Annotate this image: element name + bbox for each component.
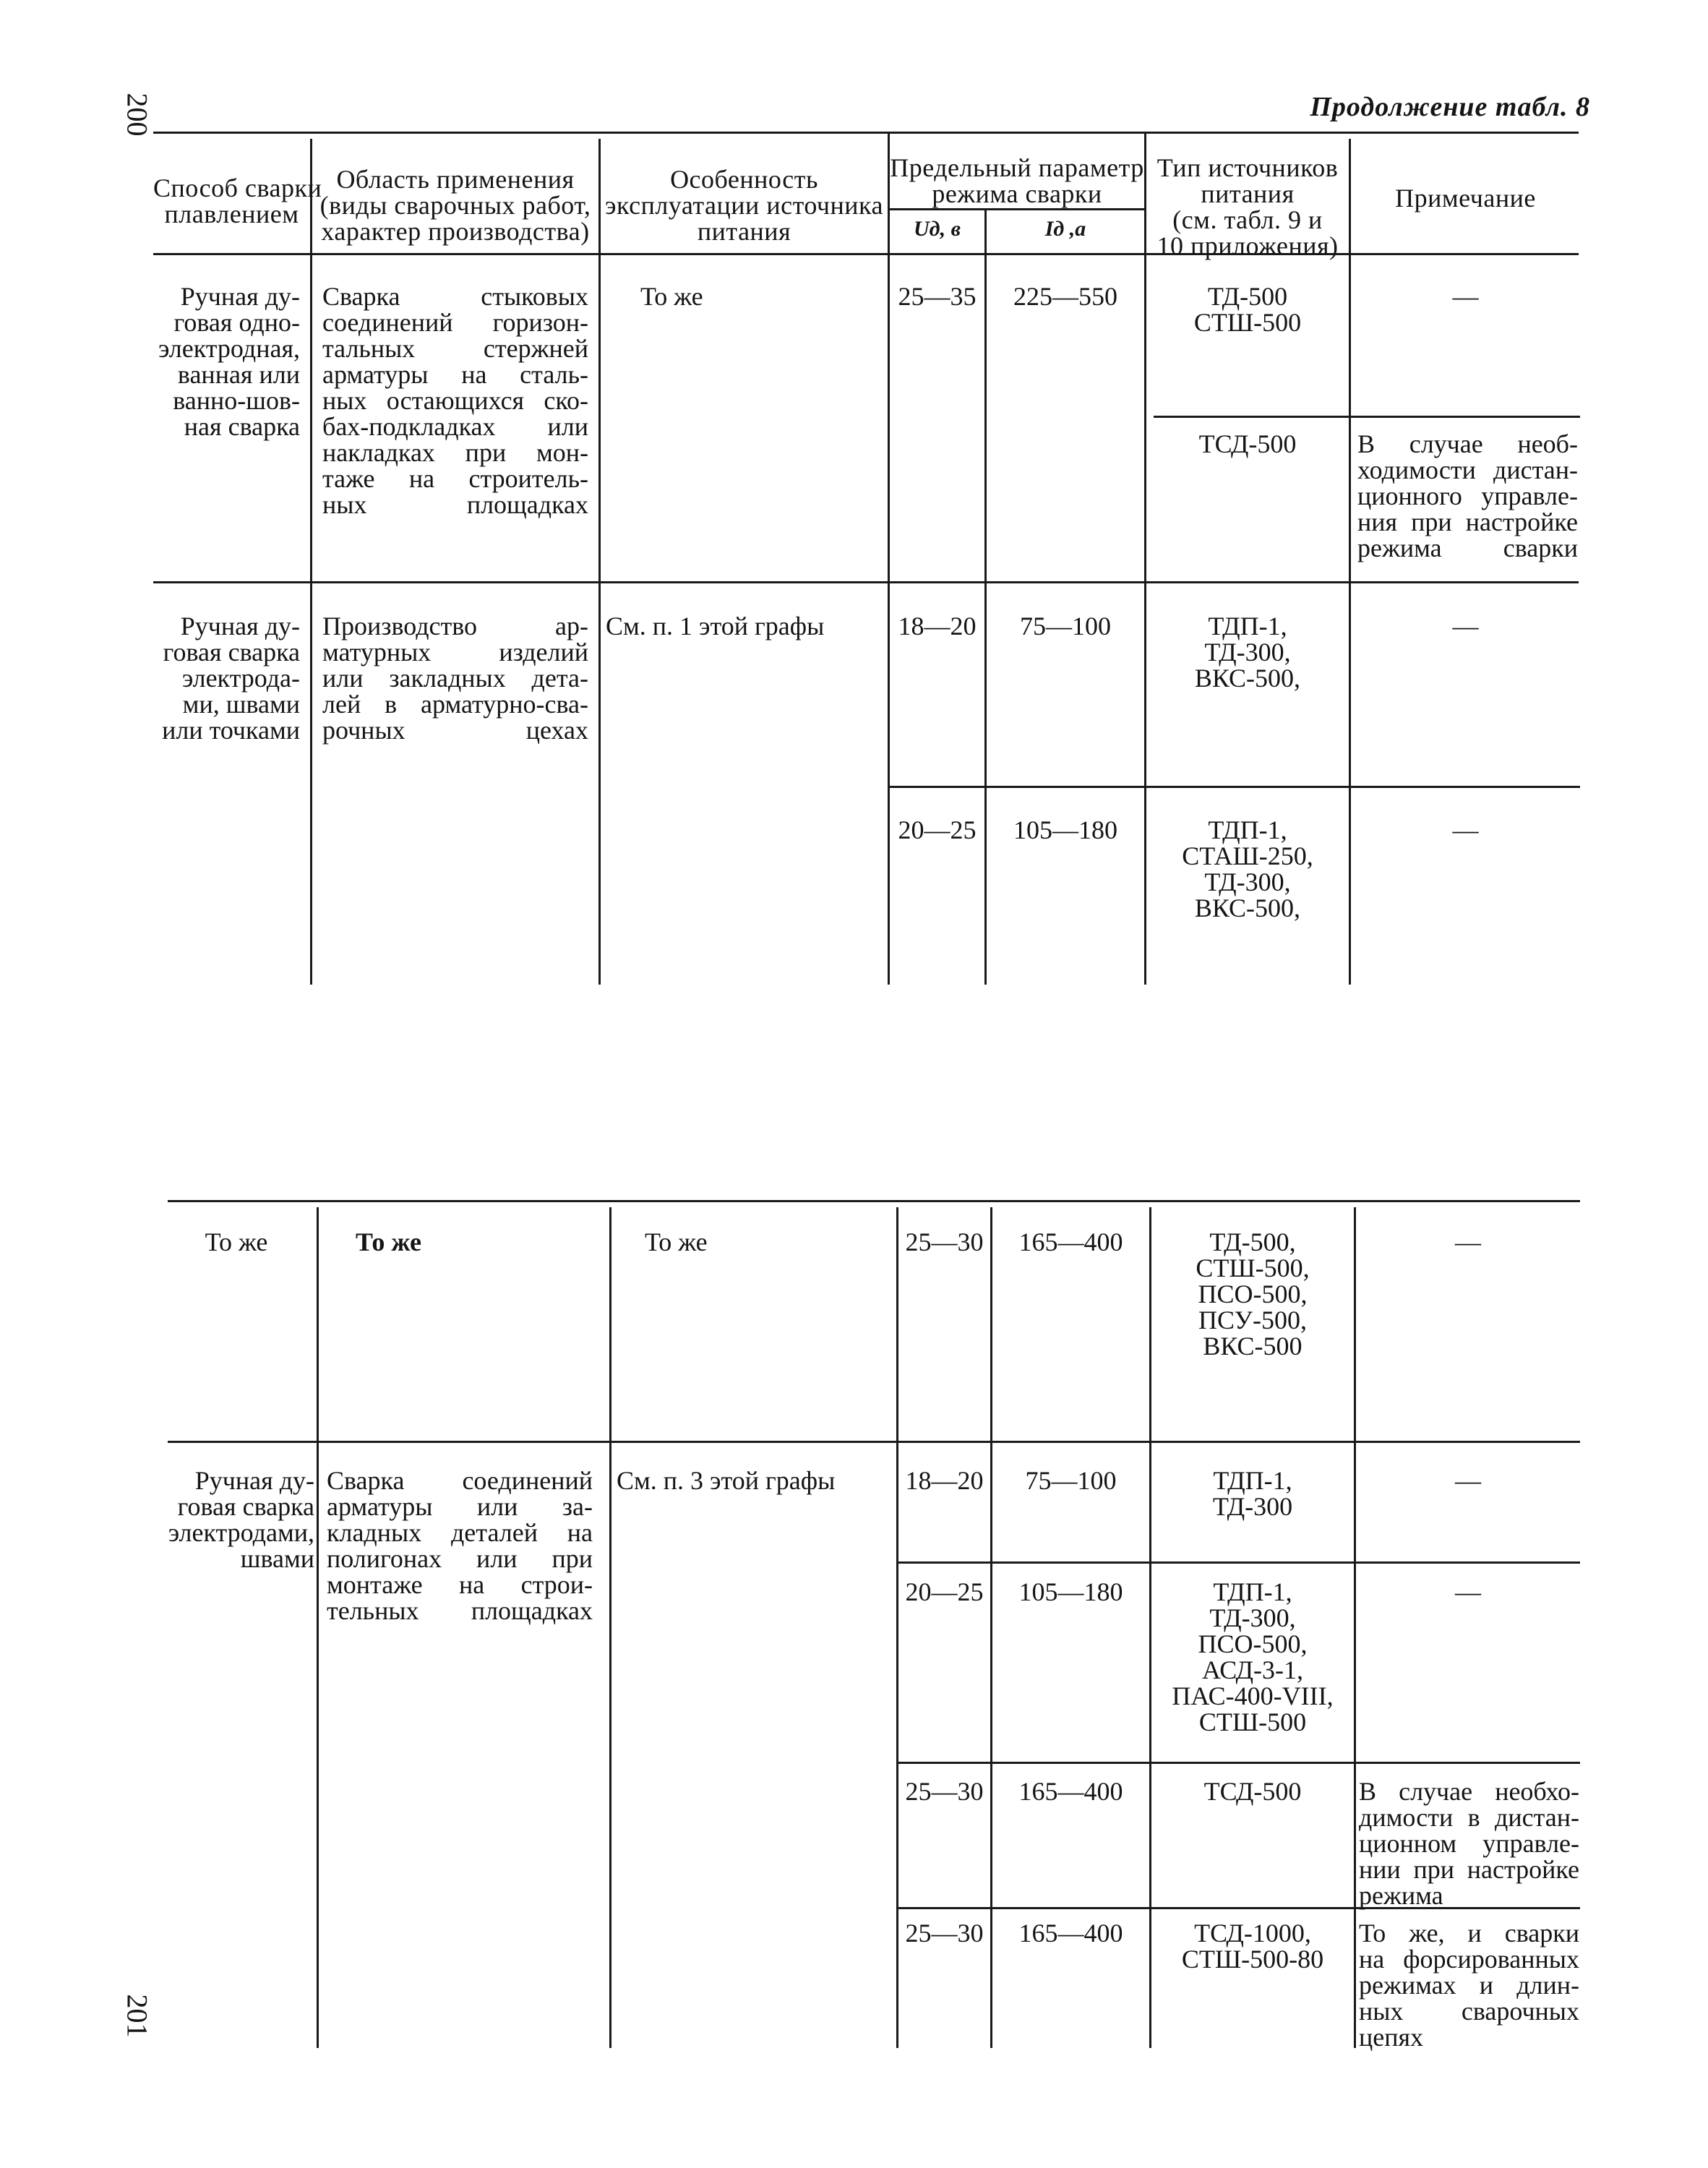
page-number-left: 200 — [121, 93, 154, 137]
lower-top-rule — [168, 1200, 1580, 1202]
row2-method: Ручная ду- говая сварка электрода- ми, швами или точками — [162, 612, 300, 745]
lower-col-rule-1 — [317, 1207, 319, 2048]
row1-feature: То же — [640, 282, 703, 311]
upper-col-rule-2 — [598, 139, 601, 985]
page-number-right: 201 — [121, 1994, 154, 2038]
row1a-note: — — [1452, 282, 1479, 311]
row4d-voltage: 25—30 — [905, 1919, 984, 1948]
row4-area: Сварка соединений арматуры или за- кладных деталей на полигонах или при монтаже на строи- тельных площадках — [327, 1466, 593, 1625]
row4d-note: То же, и сварки на форсированных режимах и длин- ных сварочных цепях — [1359, 1919, 1579, 2052]
row4b-voltage: 20—25 — [905, 1577, 984, 1606]
row4a-current: 75—100 — [1025, 1466, 1117, 1495]
header-current: Iд ,а — [1044, 217, 1086, 241]
upper-header-bottom-rule — [153, 253, 1579, 255]
row3-bottom-rule — [168, 1441, 1580, 1443]
row2b-note: — — [1452, 815, 1479, 844]
row1b-source: ТСД-500 — [1198, 429, 1297, 458]
upper-top-rule — [153, 132, 1579, 134]
row3-feature: То же — [645, 1227, 708, 1256]
row1a-source: ТД-500 СТШ-500 — [1193, 282, 1302, 337]
row4b-note: — — [1455, 1577, 1481, 1606]
row2b-source: ТДП-1, СТАШ-250, ТД-300, ВКС-500, — [1182, 815, 1313, 922]
row3-area: То же — [356, 1227, 422, 1256]
row4d-current: 165—400 — [1018, 1919, 1123, 1948]
row2a-current: 75—100 — [1020, 612, 1111, 640]
header-param: Предельный параметр режима сварки — [890, 153, 1144, 208]
param-header-split-rule — [888, 208, 1144, 210]
row3-voltage: 25—30 — [905, 1227, 984, 1256]
header-feature: Особенность эксплуатации источника питания — [605, 165, 883, 246]
row4a-note: — — [1455, 1466, 1481, 1495]
row4b-source: ТДП-1, ТД-300, ПСО-500, АСД-3-1, ПАС-400-VIII, СТШ-500 — [1172, 1577, 1334, 1736]
row4c-voltage: 25—30 — [905, 1777, 984, 1806]
row2-area: Производство ар- матурных изделий или закладных дета- лей в арматурно-сва- рочных цехах — [322, 612, 588, 745]
table-continuation-title: Продолжение табл. 8 — [1310, 92, 1590, 122]
upper-col-rule-1 — [310, 139, 312, 985]
row2-subrow-rule — [888, 786, 1580, 788]
lower-col-rule-2 — [609, 1207, 611, 2048]
upper-col-rule-4 — [984, 208, 987, 985]
upper-col-rule-6 — [1349, 139, 1351, 985]
row2a-note: — — [1452, 612, 1479, 640]
row1b-note: В случае необ- ходимости дистан- ционного управле- ния при настройке режима сварки — [1357, 429, 1578, 562]
row4-feature: См. п. 3 этой графы — [617, 1466, 836, 1495]
row1-subrow-rule — [1154, 416, 1580, 418]
row4a-bottom-rule — [896, 1561, 1580, 1564]
header-source: Тип источников питания (см. табл. 9 и 10 приложения) — [1156, 153, 1339, 260]
row2a-source: ТДП-1, ТД-300, ВКС-500, — [1194, 612, 1301, 693]
header-area: Область применения (виды сварочных работ, характер производства) — [319, 165, 591, 246]
header-method: Способ сварки плавлением — [153, 173, 322, 228]
row4c-source: ТСД-500 — [1203, 1777, 1302, 1806]
row3-method: То же — [205, 1227, 268, 1256]
row2b-current: 105—180 — [1013, 815, 1117, 844]
row3-source: ТД-500, СТШ-500, ПСО-500, ПСУ-500, ВКС-500 — [1196, 1227, 1310, 1361]
row2-feature: См. п. 1 этой графы — [606, 612, 825, 640]
header-note: Примечание — [1395, 184, 1536, 213]
row4b-current: 105—180 — [1018, 1577, 1123, 1606]
header-voltage: Uд, в — [914, 217, 961, 241]
row2a-voltage: 18—20 — [898, 612, 977, 640]
row1a-voltage: 25—35 — [898, 282, 977, 311]
row3-current: 165—400 — [1018, 1227, 1123, 1256]
lower-col-rule-6 — [1354, 1207, 1356, 2048]
upper-col-rule-3 — [888, 132, 890, 985]
row4c-current: 165—400 — [1018, 1777, 1123, 1806]
row1-bottom-rule — [153, 581, 1579, 583]
row4b-bottom-rule — [896, 1762, 1580, 1764]
row1a-current: 225—550 — [1013, 282, 1117, 311]
row4a-voltage: 18—20 — [905, 1466, 984, 1495]
row4d-source: ТСД-1000, СТШ-500-80 — [1181, 1919, 1324, 1974]
row4a-source: ТДП-1, ТД-300 — [1212, 1466, 1293, 1521]
row1-area: Сварка стыковых соединений горизон- тальных стержней арматуры на сталь- ных остающихся ско- бах-подкладках или накладках при мон- таже на строитель- ных площадках — [322, 282, 588, 519]
row3-note: — — [1455, 1227, 1481, 1256]
row1-method: Ручная ду- говая одно- электродная, ванная или ванно-шов- ная сварка — [158, 282, 300, 441]
row2b-voltage: 20—25 — [898, 815, 977, 844]
row4-method: Ручная ду- говая сварка электродами, швами — [168, 1466, 314, 1573]
row4c-note: В случае необхо- димости в дистан- ционном управле- нии при настройке режима — [1359, 1777, 1579, 1910]
